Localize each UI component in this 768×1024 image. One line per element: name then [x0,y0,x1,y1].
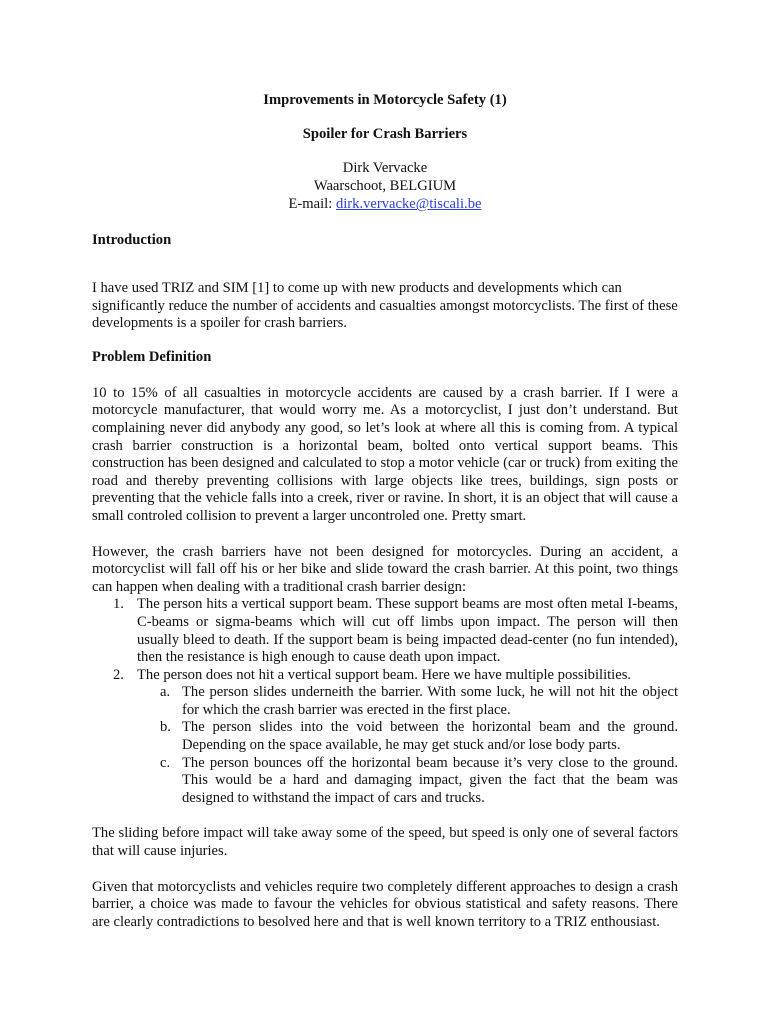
document-title: Improvements in Motorcycle Safety (1) [263,92,507,108]
problem-definition-heading: Problem Definition [92,348,212,365]
sub-list-item-text: The person slides underneith the barrier. With some luck, he will not hit the object for which the crash barrier was erected in the first place. [182,684,678,718]
list-item [113,666,678,808]
author-email-line [92,196,678,214]
list-item [113,596,678,666]
introduction-paragraph: I have used TRIZ and SIM [1] to come up with new products and developments which can significantly reduce the number of accidents and casualties amongst motorcyclists. The first of these developments is a spoiler for crash barriers. [92,280,678,332]
email-link[interactable]: dirk.vervacke@tiscali.be [335,196,482,212]
sub-list-item [160,684,678,719]
given-paragraph: Given that motorcyclists and vehicles require two completely different approaches to design a crash barrier, a choice was made to favour the vehicles for obvious statistical and safety reasons. There are clearly contradictions to besolved here and that is well known territory to a TRIZ enthousiast. [92,878,678,930]
sub-list-item-text: The person slides into the void between the horizontal beam and the ground. Depending on the space available, he may get stuck and/or lose body parts. [182,719,678,754]
document-subtitle: Spoiler for Crash Barriers [302,126,468,142]
sub-list-item [160,754,678,808]
scenario-list [92,596,678,807]
however-paragraph: However, the crash barriers have not been designed for motorcycles. During an accident, a motorcyclist will fall off his or her bike and slide toward the crash barrier. At this point, two things can happen when dealing with a traditional crash barrier design: [92,543,678,595]
sliding-paragraph: The sliding before impact will take away some of the speed, but speed is only one of several factors that will cause injuries. [92,825,678,860]
sub-list-item-text: The person bounces off the horizontal beam because it’s very close to the ground. This would be a hard and damaging impact, given the fact that the beam was designed to withstand the impact of cars and trucks. [182,754,678,806]
email-label: E-mail: [288,196,336,212]
list-marker: 1. [113,596,124,613]
author-block [92,160,678,214]
problem-paragraph: 10 to 15% of all casualties in motorcycle accidents are caused by a crash barrier. If I were a motorcycle manufacturer, that would worry me. As a motorcyclist, I just don’t understand. But complaining never did anybody any good, so let’s look at where all this is coming from. A typical crash barrier construction is a horizontal beam, bolted onto vertical support beams. This construction has been designed and calculated to stop a motor vehicle (car or truck) from exiting the road and thereby preventing collisions with large objects like trees, buildings, sign posts or preventing that the vehicle falls into a creek, river or ravine. In short, it is an object that will cause a small controled collision to prevent a larger uncontroled one. Pretty smart. [92,384,678,524]
list-item-text: The person hits a vertical support beam. These support beams are most often metal I-beams, C-beams or sigma-beams which will cut off limbs upon impact. The person will then usually bleed to death. If the support beam is being impacted dead-center (no fun intended), then the resistance is high enough to cause death upon impact. [137,596,678,666]
sub-list-marker: b. [160,719,171,736]
author-name: Dirk Vervacke [342,160,428,176]
sub-list-item [160,719,678,754]
list-item-text: The person does not hit a vertical support beam. Here we have multiple possibilities. [137,666,632,683]
introduction-heading: Introduction [92,232,172,248]
author-location: Waarschoot, BELGIUM [313,178,457,194]
sub-list-marker: a. [160,684,171,701]
sub-list-marker: c. [160,754,171,771]
list-marker: 2. [113,666,124,683]
sub-list [137,684,678,807]
document-page [92,92,678,931]
